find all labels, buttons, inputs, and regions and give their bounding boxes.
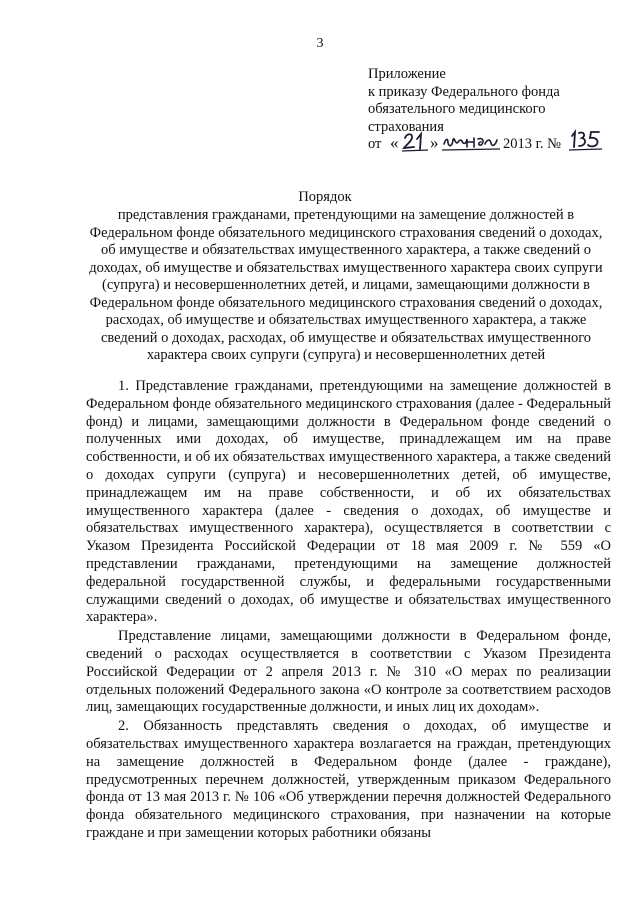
paragraph: 1. Представление гражданами, претендующими на замещение должностей в Федеральном фонде обязательного медицинского страхования (далее - Федеральный фонд) и лицами, замещающими должности в Федеральном фонде сведений о полученных ими доходах, об имуществе, принадлежащем им на праве собственности, и об их обязательствах имущественного характера, а также сведений о доходах супруги (супруга) и несовершеннолетних детей, об имуществе, принадлежащем им на праве собственности, и об их обязательствах имущественного характера (далее - сведения о доходах, об имуществе и обязательствах имущественного характера), осуществляется в соответствии с Указом Президента Российской Федерации от 18 мая 2009 г. № 559 «О представлении гражданами, претендующими на замещение должностей федеральной государственной службы, и федеральными государственными служащими сведений о доходах, об имуществе и обязательствах имущественного характера». — [86, 378, 611, 626]
document-title: Порядок — [298, 189, 352, 205]
handwritten-month-strokes — [441, 130, 501, 154]
appendix-line: обязательного медицинского — [368, 101, 546, 117]
handwritten-month — [441, 130, 501, 160]
appendix-line: Приложение — [368, 66, 446, 82]
paragraph: 2. Обязанность представлять сведения о доходах, об имуществе и обязательствах имущественного характера возлагается на граждан, претендующих на замещение должностей в Федеральном фонде (далее - граждане), предусмотренных перечнем должностей, утвержденным приказом Федерального фонда от 13 мая 2013 г. № 106 «Об утверждении перечня должностей Федерального фонда обязательного медицинского страхования, при назначении на которые граждане и при замещении которых работники обязаны — [86, 718, 611, 841]
appendix-line: страхования — [368, 118, 444, 135]
appendix-block — [368, 66, 628, 156]
handwritten-number-strokes — [568, 128, 604, 154]
paragraph: Представление лицами, замещающими должности в Федеральном фонде, сведений о расходах осуществляется в соответствии с Указом Президента Российской Федерации от 2 апреля 2013 г. № 310 «О мерах по реализации отдельных положений Федерального закона «О контроле за соответствием расходов лиц, замещающих государственные должности, и иных лиц их доходам». — [86, 628, 611, 716]
order-prefix: от — [368, 136, 382, 152]
handwritten-day-strokes — [400, 130, 430, 154]
open-quote: « — [390, 133, 399, 152]
handwritten-day — [400, 130, 430, 160]
page-number: 3 — [316, 36, 324, 51]
appendix-line: к приказу Федерального фонда — [368, 83, 560, 100]
handwritten-number — [568, 128, 604, 160]
order-date-line — [368, 133, 628, 156]
document-subtitle: представления гражданами, претендующими на замещение должностей в Федеральном фонде обязательного медицинского страхования сведений о доходах, об имуществе и обязательствах имущественного характера, а также сведений о доходах, об имуществе и обязательствах имущественного характера своих супруги (супруга) и несовершеннолетних детей, и лицами, замещающими должности в Федеральном фонде обязательного медицинского страхования сведений о доходах, расходах, об имуществе и обязательствах имущественного характера, а также сведений о доходах, расходах, об имуществе и обязательствах имущественного характера своих супруги (супруга) и несовершеннолетних детей — [89, 207, 603, 363]
close-quote: » — [430, 133, 439, 152]
order-year: 2013 г. № — [503, 136, 562, 152]
document-body — [86, 378, 611, 843]
